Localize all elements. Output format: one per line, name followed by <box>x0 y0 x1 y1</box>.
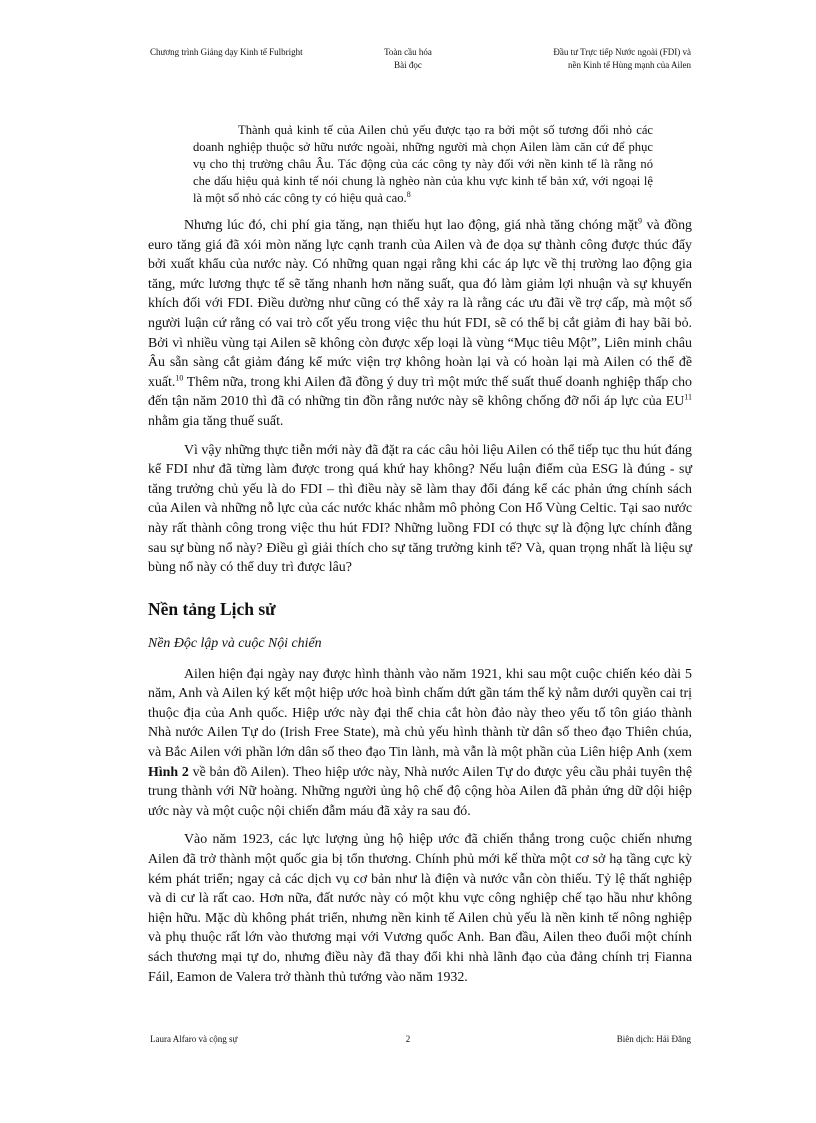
footnote-ref[interactable]: 11 <box>684 392 692 402</box>
footnote-ref[interactable]: 8 <box>406 189 411 199</box>
quote-text: Thành quả kinh tế của Ailen chủ yếu được tạo ra bởi một số tương đối nhỏ các doanh nghiệp thuộc sở hữu nước ngoài, những người mà chọn Ailen làm căn cứ để phục vụ cho thị trường châu Âu. Tác động của các công ty này đối với nền kinh tế là rằng nó che dấu hiệu quả kinh tế nói chung là nghèo nàn của khu vực kinh tế bản xứ, với ngoại lệ là một số nhỏ các công ty có hiệu quả cao. <box>193 123 653 205</box>
footer-translator: Biên dịch: Hải Đăng <box>616 1034 691 1044</box>
header-topic-line-1: Đầu tư Trực tiếp Nước ngoài (FDI) và <box>553 47 691 57</box>
subsection-heading: Nền Độc lập và cuộc Nội chiến <box>148 635 322 651</box>
paragraph <box>148 216 692 432</box>
header-doc-type: Bài đọc <box>394 60 422 70</box>
paragraph <box>148 665 692 822</box>
footnote-ref[interactable]: 10 <box>175 373 184 383</box>
section-heading: Nền tảng Lịch sử <box>148 598 276 619</box>
paragraph-text: Ailen hiện đại ngày nay được hình thành vào năm 1921, khi sau một cuộc chiến kéo dài 5 năm, Anh và Ailen ký kết một hiệp ước hoà bình chấm dứt gần tám thế kỷ nằm dưới quyền cai trị thuộc địa của Anh quốc. Hiệp ước này đại thể chia cắt hòn đảo này theo yếu tố tôn giáo thành Nhà nước Ailen Tự do (Irish Free State), mà chủ yếu hình thành từ dân số theo đạo Thiên chúa, và Bắc Ailen với phần lớn dân số theo đạo Tin lành, mà vẫn là một phần của Liên hiệp Anh (xem <box>148 666 692 761</box>
block-quote <box>193 122 653 207</box>
paragraph-text: về bản đồ Ailen). Theo hiệp ước này, Nhà nước Ailen Tự do được yêu cầu phải tuyên thệ trung thành với Nữ hoàng. Những người ủng hộ chế độ cộng hòa Ailen đã phản ứng dữ dội hiệp ước này và một cuộc nội chiến đẫm máu đã xảy ra sau đó. <box>148 764 692 819</box>
paragraph-text: và đồng euro tăng giá đã xói mòn năng lực cạnh tranh của Ailen và đe dọa sự thành công được thúc đẩy bởi xuất khẩu của nước này. Có những quan ngại rằng khi các áp lực về thị trường lao động gia tăng, mức lương thực tế sẽ tăng nhanh hơn năng suất, qua đó làm giảm lợi nhuận và sự khuyến khích đối với FDI. Điều dường như cũng có thể xảy ra là rằng các ưu đãi về trợ cấp, mà một số người luận cứ rằng có vai trò cốt yếu trong việc thu hút FDI, sẽ có thể bị cắt giảm đi hay bãi bỏ. Bởi vì nhiều vùng tại Ailen sẽ không còn được xếp loại là vùng “Mục tiêu Một”, Liên minh châu Âu sẵn sàng cắt giảm đáng kể mức viện trợ không hoàn lại và có hoàn lại mà Ailen có thể đề xuất. <box>148 218 692 390</box>
document-body <box>148 122 692 987</box>
paragraph: Vào năm 1923, các lực lượng ủng hộ hiệp ước đã chiến thắng trong cuộc chiến nhưng Ailen đã trở thành một quốc gia bị tổn thương. Chính phủ mới kế thừa một cơ sở hạ tầng cực kỳ kém phát triển; ngay cả các dịch vụ cơ bản như là điện và nước vẫn còn thiếu. Tỷ lệ thất nghiệp và di cư là rất cao. Hơn nữa, đất nước này có một khu vực công nghiệp chế tạo hầu như không hiện hữu. Mặc dù không phát triển, nhưng nền kinh tế Ailen chủ yếu là nền kinh tế nông nghiệp và phụ thuộc rất lớn vào thương mại với Vương quốc Anh. Ban đầu, Ailen theo đuổi một chính sách thương mại tự do, nhưng điều này đã thay đổi khi nhà lãnh đạo của đảng chính trị Fianna Fáil, Eamon de Valera trở thành thủ tướng vào năm 1932. <box>148 832 692 985</box>
footer-author: Laura Alfaro và cộng sự <box>150 1034 238 1044</box>
figure-reference[interactable]: Hình 2 <box>148 764 189 780</box>
paragraph: Vì vậy những thực tiễn mới này đã đặt ra các câu hỏi liệu Ailen có thể tiếp tục thu hút đáng kể FDI như đã từng làm được trong quá khứ hay không? Nếu luận điểm của ESG là đúng - sự tăng trưởng chủ yếu là do FDI – thì điều này sẽ làm thay đổi đáng kể các phản ứng chính sách của Ailen và những nỗ lực của các nước khác nhằm mô phỏng Con Hổ Vùng Celtic. Tại sao nước này rất thành công trong việc thu hút FDI? Những luồng FDI có thực sự là động lực chính đằng sau sự bùng nổ này? Điều gì giải thích cho sự tăng trưởng kinh tế? Và, quan trọng nhất là liệu sự bùng nổ này có thể duy trì được lâu? <box>148 442 692 576</box>
footer-page-number: 2 <box>405 1034 411 1044</box>
header-topic-line-2: nền Kinh tế Hùng mạnh của Ailen <box>568 60 691 70</box>
footnote-ref[interactable]: 9 <box>638 216 643 226</box>
header-course-title: Toàn cầu hóa <box>384 47 432 57</box>
paragraph-text: Nhưng lúc đó, chi phí gia tăng, nạn thiếu hụt lao động, giá nhà tăng chóng mặt <box>184 218 639 233</box>
header-left: Chương trình Giảng dạy Kinh tế Fulbright <box>150 47 303 57</box>
paragraph-text: nhằm gia tăng thuế suất. <box>148 413 284 429</box>
header-right <box>553 46 691 72</box>
header-center <box>0 46 816 72</box>
paragraph-text: Thêm nữa, trong khi Ailen đã đồng ý duy trì một mức thế suất thuế doanh nghiệp thấp cho đến tận năm 2010 thì đã có những tin đồn rằng nước này sẽ không chống đỡ nổi áp lực của EU <box>148 374 692 410</box>
